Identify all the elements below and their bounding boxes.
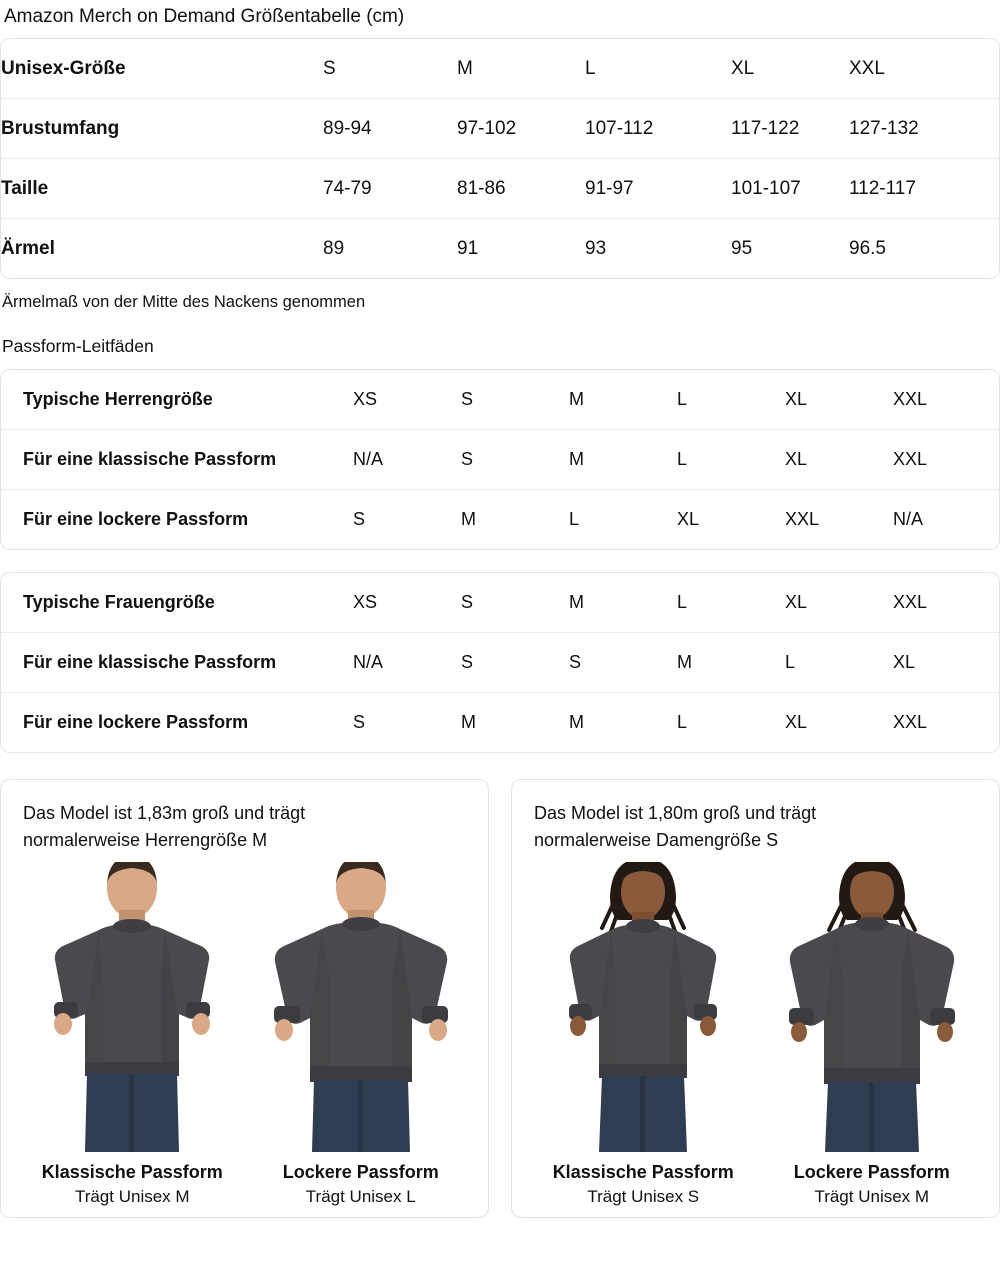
cell-value: XL bbox=[785, 573, 893, 633]
figure-label: Lockere Passform bbox=[793, 1162, 950, 1182]
row-label: Brustumfang bbox=[1, 99, 323, 159]
cell-value: XXL bbox=[785, 509, 820, 529]
row-label: Ärmel bbox=[1, 237, 55, 259]
cell-value: L bbox=[785, 633, 893, 693]
table-row bbox=[1, 430, 999, 490]
table-row bbox=[1, 39, 999, 99]
table-row bbox=[1, 633, 999, 693]
figure-group bbox=[534, 862, 981, 1207]
figure-label: Klassische Passform bbox=[552, 1162, 734, 1182]
figure-sublabel: Trägt Unisex S bbox=[587, 1187, 700, 1206]
row-label: Typische Frauengröße bbox=[1, 573, 353, 633]
cell-value: M bbox=[569, 573, 677, 633]
model-caption: Das Model ist 1,83m groß und trägt normalerweise Herrengröße M bbox=[23, 803, 306, 850]
sleeve-measure-note: Ärmelmaß von der Mitte des Nackens genommen bbox=[2, 293, 366, 311]
cell-value: M bbox=[461, 509, 476, 529]
table-row bbox=[1, 490, 999, 550]
row-label: Für eine klassische Passform bbox=[1, 633, 353, 693]
cell-value: S bbox=[323, 39, 457, 99]
cell-value: XL bbox=[893, 633, 999, 693]
cell-value: S bbox=[353, 509, 366, 529]
cell-value: M bbox=[677, 633, 785, 693]
cell-value: XXL bbox=[893, 370, 999, 430]
figure-label: Klassische Passform bbox=[41, 1162, 223, 1182]
cell-value: 95 bbox=[731, 237, 753, 259]
womens-fit-table bbox=[1, 573, 999, 752]
cell-value: L bbox=[569, 509, 580, 529]
figure-sublabel: Trägt Unisex M bbox=[74, 1187, 190, 1206]
table-row bbox=[1, 159, 999, 219]
cell-value: 91-97 bbox=[585, 159, 731, 219]
cell-value: 101-107 bbox=[731, 159, 849, 219]
cell-value: 97-102 bbox=[457, 99, 585, 159]
cell-value: 89 bbox=[323, 237, 345, 259]
table-row bbox=[1, 99, 999, 159]
cell-value: XL bbox=[785, 370, 893, 430]
cell-value: XS bbox=[353, 573, 461, 633]
cell-value: XS bbox=[353, 370, 461, 430]
cell-value: N/A bbox=[353, 633, 461, 693]
cell-value: XXL bbox=[893, 430, 999, 490]
row-label: Unisex-Größe bbox=[1, 39, 323, 99]
cell-value: M bbox=[461, 712, 476, 732]
cell-value: L bbox=[677, 370, 785, 430]
cell-value: 127-132 bbox=[849, 99, 999, 159]
row-label: Taille bbox=[1, 159, 323, 219]
mens-fit-table-card bbox=[0, 369, 1000, 550]
figure-classic-fit-female bbox=[534, 862, 753, 1207]
cell-value: XXL bbox=[893, 573, 999, 633]
cell-value: S bbox=[461, 633, 569, 693]
figure-group bbox=[23, 862, 470, 1207]
cell-value: 117-122 bbox=[731, 99, 849, 159]
female-relaxed-fit-photo bbox=[767, 862, 977, 1152]
cell-value: XXL bbox=[849, 39, 999, 99]
male-model-card bbox=[0, 779, 489, 1218]
womens-fit-table-card bbox=[0, 572, 1000, 753]
cell-value: 89-94 bbox=[323, 99, 457, 159]
cell-value: N/A bbox=[893, 509, 924, 529]
model-photos-row bbox=[0, 779, 1000, 1218]
table-row bbox=[1, 573, 999, 633]
cell-value: S bbox=[461, 573, 569, 633]
cell-value: 107-112 bbox=[585, 99, 731, 159]
row-label: Für eine lockere Passform bbox=[23, 509, 249, 529]
cell-value: XL bbox=[677, 509, 700, 529]
cell-value: M bbox=[457, 39, 585, 99]
model-caption: Das Model ist 1,80m groß und trägt normalerweise Damengröße S bbox=[534, 803, 817, 850]
male-classic-fit-photo bbox=[27, 862, 237, 1152]
cell-value: S bbox=[461, 430, 569, 490]
female-model-card bbox=[511, 779, 1000, 1218]
cell-value: L bbox=[677, 712, 688, 732]
page-title: Amazon Merch on Demand Größentabelle (cm) bbox=[4, 6, 405, 27]
cell-value: XL bbox=[785, 712, 808, 732]
cell-value: S bbox=[353, 712, 366, 732]
cell-value: M bbox=[569, 430, 677, 490]
cell-value: M bbox=[569, 712, 584, 732]
mens-fit-table bbox=[1, 370, 999, 549]
cell-value: S bbox=[569, 633, 677, 693]
unisex-size-table bbox=[1, 39, 999, 278]
figure-sublabel: Trägt Unisex M bbox=[814, 1187, 930, 1206]
fit-guides-label: Passform-Leitfäden bbox=[2, 336, 154, 356]
male-relaxed-fit-photo bbox=[256, 862, 466, 1152]
cell-value: 112-117 bbox=[849, 159, 999, 219]
row-label: Typische Herrengröße bbox=[1, 370, 353, 430]
cell-value: M bbox=[569, 370, 677, 430]
row-label: Für eine lockere Passform bbox=[23, 712, 249, 732]
table-row bbox=[1, 219, 999, 279]
table-row bbox=[1, 693, 999, 753]
figure-relaxed-fit-female bbox=[763, 862, 982, 1207]
cell-value: XL bbox=[785, 430, 893, 490]
cell-value: 91 bbox=[457, 237, 479, 259]
row-label: Für eine klassische Passform bbox=[1, 430, 353, 490]
cell-value: S bbox=[461, 370, 569, 430]
cell-value: L bbox=[677, 573, 785, 633]
figure-label: Lockere Passform bbox=[282, 1162, 439, 1182]
cell-value: 96.5 bbox=[849, 237, 886, 259]
cell-value: L bbox=[677, 430, 785, 490]
cell-value: 74-79 bbox=[323, 159, 457, 219]
cell-value: XL bbox=[731, 39, 849, 99]
figure-classic-fit-male bbox=[23, 862, 242, 1207]
female-classic-fit-photo bbox=[538, 862, 748, 1152]
cell-value: L bbox=[585, 39, 731, 99]
cell-value: N/A bbox=[353, 430, 461, 490]
figure-sublabel: Trägt Unisex L bbox=[305, 1187, 416, 1206]
figure-relaxed-fit-male bbox=[252, 862, 471, 1207]
table-row bbox=[1, 370, 999, 430]
cell-value: 93 bbox=[585, 237, 607, 259]
cell-value: XXL bbox=[893, 712, 928, 732]
cell-value: 81-86 bbox=[457, 159, 585, 219]
size-table-card bbox=[0, 38, 1000, 279]
